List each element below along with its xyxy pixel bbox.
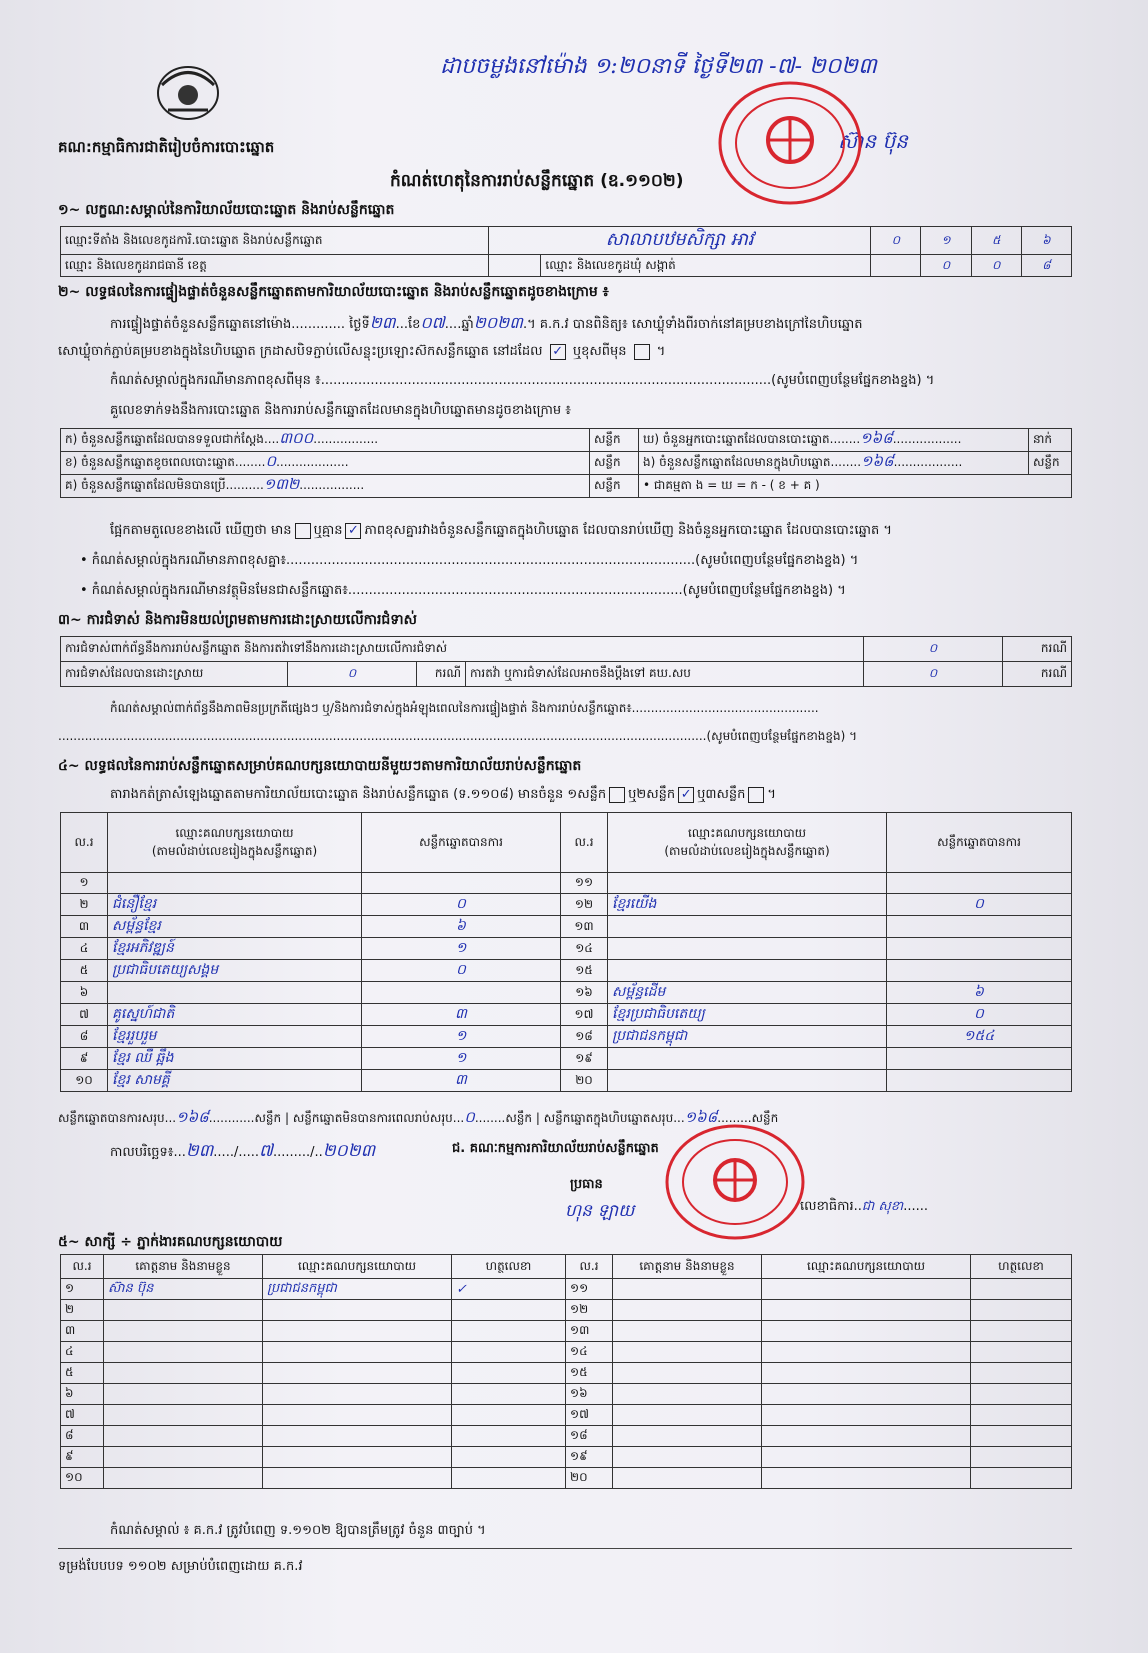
verification-day: ២៣ bbox=[369, 313, 396, 332]
results-col-no-2: ល.រ bbox=[561, 813, 608, 873]
verification-month: ០៧ bbox=[420, 313, 445, 332]
party-number: ១៧ bbox=[561, 1004, 608, 1026]
verification-line bbox=[110, 312, 862, 336]
witness-party bbox=[762, 1426, 971, 1447]
witness-name bbox=[104, 1300, 263, 1321]
tally-sheet-line bbox=[110, 786, 776, 805]
appeal-label: ការតវ៉ា ឬការជំទាស់ដែលអាចនឹងប្តឹងទៅ គឃ.សប bbox=[466, 662, 864, 687]
chair-name: ហុន ឡាយ bbox=[565, 1201, 635, 1221]
valid-total-unit: សន្លឹក bbox=[254, 1111, 282, 1125]
chair-label: ប្រធាន bbox=[570, 1177, 603, 1192]
witness-row bbox=[61, 1405, 1072, 1426]
party-votes: ០ bbox=[362, 894, 561, 916]
party-number: ១៣ bbox=[561, 916, 608, 938]
changed-checkbox[interactable] bbox=[634, 344, 650, 360]
witness-row bbox=[61, 1384, 1072, 1405]
invalid-total-value: ០ bbox=[464, 1108, 475, 1126]
inbox-label: ង) ចំនួនសន្លឹកឆ្នោតដែលមានក្នុងហិបឆ្នោត bbox=[643, 455, 831, 469]
witness-signature[interactable] bbox=[452, 1321, 566, 1342]
witness-signature[interactable] bbox=[452, 1426, 566, 1447]
inbox-unit: សន្លឹក bbox=[1029, 452, 1072, 475]
box-total-unit: សន្លឹក bbox=[751, 1111, 779, 1125]
results-col-party-2 bbox=[608, 813, 887, 873]
witness-col-party-2: ឈ្មោះគណបក្សនយោបាយ bbox=[762, 1255, 971, 1279]
witness-name bbox=[613, 1279, 762, 1300]
section1-heading: ១~ លក្ខណ:សម្គាល់នៃការិយាល័យបោះឆ្នោត និងរាប់សន្លឹកឆ្នោត bbox=[58, 202, 395, 218]
unused-value: ១៣២ bbox=[263, 475, 300, 493]
witness-name bbox=[104, 1447, 263, 1468]
party-votes bbox=[362, 873, 561, 894]
voters-label: ឃ) ចំនួនអ្នកបោះឆ្នោតដែលបានបោះឆ្នោត bbox=[643, 432, 830, 446]
party-name: ខ្មែរអភិវឌ្ឍន៍ bbox=[108, 938, 362, 960]
witness-party bbox=[263, 1363, 452, 1384]
witness-number: ៣ bbox=[61, 1321, 104, 1342]
verification-time-label: ការផ្ទៀងផ្ទាត់ចំនួនសន្លឹកឆ្នោតនៅម៉ោង............. ថ្ងៃទី bbox=[110, 317, 370, 332]
party-name: ខ្មែរប្រជាធិបតេយ្យ bbox=[608, 1004, 887, 1026]
party-number: ៧ bbox=[61, 1004, 108, 1026]
witness-name bbox=[104, 1468, 263, 1489]
voters-value: ១៦៨ bbox=[860, 429, 893, 447]
party-number: ៣ bbox=[61, 916, 108, 938]
witness-name bbox=[613, 1405, 762, 1426]
one-sheet-checkbox[interactable] bbox=[609, 787, 625, 803]
witness-name bbox=[104, 1342, 263, 1363]
party-votes: ៦ bbox=[887, 982, 1072, 1004]
party-votes: ១ bbox=[362, 1026, 561, 1048]
tally-end: ។ bbox=[767, 787, 776, 802]
witness-name: ស៊ាន ប៊ុន bbox=[104, 1279, 263, 1300]
committee-stamp-icon bbox=[660, 1122, 810, 1242]
witness-col-party: ឈ្មោះគណបក្សនយោបាយ bbox=[263, 1255, 452, 1279]
witness-party bbox=[263, 1468, 452, 1489]
witness-name bbox=[104, 1321, 263, 1342]
party-name: ប្រជាធិបតេយ្យសង្គម bbox=[108, 960, 362, 982]
results-col-party-sub-2: (តាមលំដាប់លេខរៀងក្នុងសន្លឹកឆ្នោត) bbox=[664, 843, 830, 858]
witness-signature[interactable] bbox=[971, 1342, 1072, 1363]
witness-party bbox=[762, 1447, 971, 1468]
party-number: ១៨ bbox=[561, 1026, 608, 1048]
witness-number: ១២ bbox=[566, 1300, 613, 1321]
footnote: កំណត់សម្គាល់ ៖ គ.ក.វ ត្រូវបំពេញ ទ.១១០២ ឱ្យបានត្រឹមត្រូវ ចំនួន ៣ច្បាប់ ។ bbox=[110, 1523, 486, 1538]
witness-number: ៥ bbox=[61, 1363, 104, 1384]
witness-row bbox=[61, 1363, 1072, 1384]
handwritten-copy-note: ដាបចម្លងនៅម៉ោង ១:២០នាទី ថ្ងៃទី២៣ -៧- ២០២៣ bbox=[440, 54, 877, 79]
witness-number: ១៧ bbox=[566, 1405, 613, 1426]
witness-party bbox=[762, 1300, 971, 1321]
party-name bbox=[608, 938, 887, 960]
nec-emblem-icon bbox=[148, 55, 228, 125]
results-row bbox=[61, 916, 1072, 938]
party-number: ៦ bbox=[61, 982, 108, 1004]
party-votes bbox=[887, 873, 1072, 894]
witness-signature[interactable] bbox=[452, 1300, 566, 1321]
witness-name bbox=[104, 1384, 263, 1405]
box-total-value: ១៦៨ bbox=[684, 1108, 718, 1126]
date-label: កាលបរិច្ឆេទ៖ bbox=[110, 1145, 174, 1160]
commune-code-3: ៨ bbox=[1021, 255, 1071, 277]
date-line: កាលបរិច្ឆេទ៖...២៣...../.....៧........./..២០២៣ bbox=[110, 1141, 376, 1161]
witness-number: ២០ bbox=[566, 1468, 613, 1489]
witness-signature[interactable] bbox=[971, 1447, 1072, 1468]
results-col-party-sub: (តាមលំដាប់លេខរៀងក្នុងសន្លឹកឆ្នោត) bbox=[151, 843, 318, 858]
party-name: សម្ព័ន្ធខ្មែរ bbox=[108, 916, 362, 938]
formula: • ជាគម្មតា ង = ឃ = ក - ( ខ + គ ) bbox=[639, 475, 1072, 498]
party-name bbox=[108, 982, 362, 1004]
received-value: ៣០០ bbox=[279, 429, 314, 447]
party-votes: ១ bbox=[362, 1048, 561, 1070]
party-votes: ៣ bbox=[362, 1004, 561, 1026]
results-row bbox=[61, 938, 1072, 960]
station-code-1: ០ bbox=[871, 227, 921, 255]
committee-label: ជ. គណៈកម្មការការិយាល័យរាប់សន្លឹកឆ្នោត bbox=[452, 1141, 659, 1156]
witness-party bbox=[263, 1447, 452, 1468]
party-votes bbox=[887, 938, 1072, 960]
resolved-unit: ករណី bbox=[417, 662, 466, 687]
party-name bbox=[608, 1070, 887, 1092]
complaints-table bbox=[60, 636, 1072, 687]
witness-number: ១ bbox=[61, 1279, 104, 1300]
totals-line: សន្លឹកឆ្នោតបានការសរុប...១៦៨............សន្លឹក | សន្លឹកឆ្នោតមិនបានការពេលរាប់សរុប...០........សន្លឹក | សន្លឹកឆ្នោតក្នុងហិបឆ្នោតសរុប...១៦៨.........សន្លឹក bbox=[58, 1108, 779, 1126]
results-col-votes-2: សន្លឹកឆ្នោតបានការ bbox=[887, 813, 1072, 873]
witness-number: ១៣ bbox=[566, 1321, 613, 1342]
witness-party bbox=[762, 1405, 971, 1426]
figures-intro: គួលេខទាក់ទងនឹងការបោះឆ្នោត និងការរាប់សន្លឹកឆ្នោតដែលមានក្នុងហិបឆ្នោតមានដូចខាងក្រោម ៖ bbox=[110, 403, 571, 418]
station-code-2: ១ bbox=[921, 227, 971, 255]
witness-name bbox=[104, 1405, 263, 1426]
witness-party bbox=[762, 1363, 971, 1384]
resolved-label: ការជំទាស់ដែលបានដោះស្រាយ bbox=[61, 662, 288, 687]
discrepancy-line bbox=[110, 522, 892, 541]
results-col-no: ល.រ bbox=[61, 813, 108, 873]
results-col-party-label: ឈ្មោះគណបក្សនយោបាយ bbox=[175, 825, 294, 840]
province-label: ឈ្មោះ និងលេខកូដរាជធានី ខេត្ត bbox=[61, 255, 489, 277]
party-number: ៥ bbox=[61, 960, 108, 982]
witness-number: ៤ bbox=[61, 1342, 104, 1363]
footer-divider bbox=[58, 1548, 1072, 1549]
witness-signature[interactable] bbox=[971, 1300, 1072, 1321]
party-number: ៩ bbox=[61, 1048, 108, 1070]
irregularity-note-2: ..........................................................................................................................................................................(សូមបំពេញបន្ថែមផ្នែកខាងខ្នង) ។ bbox=[58, 729, 858, 743]
section2-heading: ២~ លទ្ធផលនៃការផ្ទៀងផ្ទាត់ចំនួនសន្លឹកឆ្នោតតាមការិយាល័យបោះឆ្នោត និងរាប់សន្លឹកឆ្នោតដូចខាងក្រោម ៖ bbox=[58, 284, 609, 300]
results-col-votes: សន្លឹកឆ្នោតបានការ bbox=[362, 813, 561, 873]
changed-label: ឬខុសពីមុន bbox=[572, 344, 627, 359]
party-number: ១៦ bbox=[561, 982, 608, 1004]
witness-party bbox=[263, 1321, 452, 1342]
official-stamp-icon bbox=[715, 78, 865, 208]
witness-number: ១៦ bbox=[566, 1384, 613, 1405]
witness-party bbox=[762, 1384, 971, 1405]
witness-name bbox=[104, 1426, 263, 1447]
verification-text: .។ គ.ក.វ បានពិនិត្យ៖ សោឃ្លុំទាំងពីរចាក់នៅគម្របខាងក្រៅនៃហិបឆ្នោត bbox=[522, 317, 863, 332]
three-sheet-checkbox[interactable] bbox=[748, 787, 764, 803]
party-votes: ០ bbox=[362, 960, 561, 982]
party-name: ជំនឿខ្មែរ bbox=[108, 894, 362, 916]
witness-signature[interactable] bbox=[452, 1342, 566, 1363]
three-sheet-label: ឬ៣សន្លឹក bbox=[697, 787, 746, 802]
inbox-value: ១៦៨ bbox=[861, 452, 894, 470]
party-votes: ១ bbox=[362, 938, 561, 960]
invalid-total-unit: សន្លឹក bbox=[505, 1111, 533, 1125]
results-row bbox=[61, 960, 1072, 982]
party-name: សម្ព័ន្ធដើម bbox=[608, 982, 887, 1004]
date-day: ២៣ bbox=[185, 1141, 214, 1161]
witness-col-no: ល.រ bbox=[61, 1255, 104, 1279]
witness-name bbox=[613, 1342, 762, 1363]
party-votes: ៦ bbox=[362, 916, 561, 938]
spoiled-unit: សន្លឹក bbox=[590, 452, 639, 475]
party-number: ១១ bbox=[561, 873, 608, 894]
witness-row bbox=[61, 1300, 1072, 1321]
month-label: ...ខែ bbox=[395, 317, 421, 332]
party-votes bbox=[887, 916, 1072, 938]
witness-name bbox=[613, 1447, 762, 1468]
box-total-label: សន្លឹកឆ្នោតក្នុងហិបឆ្នោតសរុប bbox=[543, 1111, 674, 1125]
appeal-unit: ករណី bbox=[1003, 662, 1072, 687]
difference-remark: • កំណត់សម្គាល់ក្នុងករណីមានភាពខុសគ្នា៖...................................................................................................(សូមបំពេញបន្ថែមផ្នែកខាងខ្នង) ។ bbox=[80, 553, 859, 568]
witness-row bbox=[61, 1342, 1072, 1363]
witness-party bbox=[263, 1300, 452, 1321]
party-votes bbox=[887, 1070, 1072, 1092]
witness-signature[interactable] bbox=[971, 1363, 1072, 1384]
spoiled-value: ០ bbox=[265, 452, 277, 470]
party-name bbox=[608, 873, 887, 894]
witness-col-sign-2: ហត្ថលេខា bbox=[971, 1255, 1072, 1279]
witness-number: ១៤ bbox=[566, 1342, 613, 1363]
witness-number: ៦ bbox=[61, 1384, 104, 1405]
witness-name bbox=[613, 1300, 762, 1321]
witness-name bbox=[613, 1426, 762, 1447]
party-number: ១៩ bbox=[561, 1048, 608, 1070]
form-footer: ទម្រង់បែបបទ ១១០២ សម្រាប់បំពេញដោយ គ.ក.វ bbox=[58, 1559, 303, 1574]
witness-party bbox=[263, 1426, 452, 1447]
party-votes bbox=[887, 1048, 1072, 1070]
has-difference-checkbox[interactable] bbox=[295, 523, 311, 539]
party-name bbox=[608, 1048, 887, 1070]
difference-note: កំណត់សម្គាល់ក្នុងករណីមានភាពខុសពីមុន ៖.............................................................................................................(សូមបំពេញបន្ថែមផ្នែកខាងខ្នង) ។ bbox=[110, 373, 935, 388]
witness-row bbox=[61, 1468, 1072, 1489]
date-year: ២០២៣ bbox=[322, 1141, 376, 1161]
appeal-value: ០ bbox=[864, 662, 1003, 687]
witness-signature[interactable] bbox=[452, 1468, 566, 1489]
party-name bbox=[608, 916, 887, 938]
party-number: ១២ bbox=[561, 894, 608, 916]
station-name-value: សាលាបឋមសិក្សា អាវ bbox=[489, 227, 871, 255]
unused-unit: សន្លឹក bbox=[590, 475, 639, 498]
party-number: ១៥ bbox=[561, 960, 608, 982]
verification-year: ២០២៣ bbox=[473, 313, 523, 332]
witness-number: ១៩ bbox=[566, 1447, 613, 1468]
witness-name bbox=[613, 1321, 762, 1342]
party-number: ៨ bbox=[61, 1026, 108, 1048]
witness-name bbox=[613, 1384, 762, 1405]
party-votes: ៣ bbox=[362, 1070, 561, 1092]
witness-party bbox=[263, 1342, 452, 1363]
secretary-name: ជា សុខា bbox=[861, 1199, 904, 1214]
foreign-object-remark: • កំណត់សម្គាល់ក្នុងករណីមានវត្ថុមិនមែនជាសន្លឹកឆ្នោត៖.................................................................................(សូមបំពេញបន្ថែមផ្នែកខាងខ្នង) ។ bbox=[80, 583, 846, 598]
witness-signature[interactable] bbox=[971, 1426, 1072, 1447]
results-row bbox=[61, 1026, 1072, 1048]
party-number: ១៤ bbox=[561, 938, 608, 960]
witness-number: ១០ bbox=[61, 1468, 104, 1489]
witness-row bbox=[61, 1321, 1072, 1342]
station-code-4: ៦ bbox=[1021, 227, 1071, 255]
unchanged-checkbox[interactable]: ✓ bbox=[550, 344, 566, 360]
org-name: គណ:កម្មាធិការជាតិរៀបចំការបោះឆ្នោត bbox=[58, 138, 275, 156]
unused-label: គ) ចំនួនសន្លឹកឆ្នោតដែលមិនបានប្រើ bbox=[65, 478, 226, 492]
witness-number: ១១ bbox=[566, 1279, 613, 1300]
party-votes bbox=[887, 960, 1072, 982]
party-votes bbox=[362, 982, 561, 1004]
secretary-title: លេខាធិការ.. bbox=[800, 1199, 862, 1214]
discrepancy-text: ភាពខុសគ្នារវាងចំនួនសន្លឹកឆ្នោតក្នុងហិបឆ្នោត ដែលបានរាប់ឃើញ និងចំនួនអ្នកបោះឆ្នោត ដែលបានបោះឆ្នោត ។ bbox=[364, 523, 892, 538]
invalid-total-label: សន្លឹកឆ្នោតមិនបានការពេលរាប់សរុប bbox=[292, 1111, 453, 1125]
witness-number: ១៨ bbox=[566, 1426, 613, 1447]
witness-col-sign: ហត្ថលេខា bbox=[452, 1255, 566, 1279]
results-row bbox=[61, 894, 1072, 916]
results-row bbox=[61, 873, 1072, 894]
two-sheet-checkbox[interactable]: ✓ bbox=[678, 787, 694, 803]
witness-signature[interactable] bbox=[971, 1279, 1072, 1300]
two-sheet-label: ឬ២សន្លឹក bbox=[628, 787, 676, 802]
witness-row bbox=[61, 1426, 1072, 1447]
year-label: ....ឆ្នាំ bbox=[444, 317, 474, 332]
witness-signature[interactable] bbox=[452, 1447, 566, 1468]
seal-text: សោឃ្លុំចាក់ភ្ជាប់គម្របខាងក្នុងនៃហិបឆ្នោត ក្រដាសបិទភ្ជាប់លើសន្លុះប្រឡោះស៊កសន្លឹកឆ្នោត នៅដដែល bbox=[58, 344, 543, 359]
witness-signature[interactable] bbox=[452, 1384, 566, 1405]
section3-heading: ៣~ ការជំទាស់ និងការមិនយល់ព្រមតាមការដោះស្រាយលើការជំទាស់ bbox=[58, 612, 417, 628]
witness-party bbox=[762, 1279, 971, 1300]
witness-signature[interactable] bbox=[971, 1384, 1072, 1405]
witness-row bbox=[61, 1279, 1072, 1300]
party-name bbox=[108, 873, 362, 894]
date-month: ៧ bbox=[259, 1141, 273, 1161]
witness-signature[interactable]: ✓ bbox=[452, 1279, 566, 1300]
party-number: ៤ bbox=[61, 938, 108, 960]
party-name: ខ្មែរយើង bbox=[608, 894, 887, 916]
form-title: កំណត់ហេតុនៃការរាប់សន្លឹកឆ្នោត (ឧ.១១០២) bbox=[390, 171, 684, 191]
commune-label: ឈ្មោះ និងលេខកូដឃុំ សង្កាត់ bbox=[541, 255, 871, 277]
witness-signature[interactable] bbox=[971, 1321, 1072, 1342]
witness-col-name: គោត្តនាម និងនាមខ្លួន bbox=[104, 1255, 263, 1279]
witness-party bbox=[762, 1342, 971, 1363]
witness-col-no-2: ល.រ bbox=[566, 1255, 613, 1279]
resolved-value: ០ bbox=[288, 662, 417, 687]
results-table bbox=[60, 812, 1072, 1092]
witness-party: ប្រជាជនកម្ពុជា bbox=[263, 1279, 452, 1300]
witness-number: ១៥ bbox=[566, 1363, 613, 1384]
results-row bbox=[61, 1048, 1072, 1070]
results-col-party bbox=[108, 813, 362, 873]
received-label: ក) ចំនួនសន្លឹកឆ្នោតដែលបានទទួលជាក់ស្តែង bbox=[65, 432, 264, 446]
witness-number: ២ bbox=[61, 1300, 104, 1321]
results-row bbox=[61, 1070, 1072, 1092]
station-info-table bbox=[60, 226, 1072, 277]
seal-line: សោឃ្លុំចាក់ភ្ជាប់គម្របខាងក្នុងនៃហិបឆ្នោត ក្រដាសបិទភ្ជាប់លើសន្លុះប្រឡោះស៊កសន្លឹកឆ្នោត នៅដដែល ✓ ឬខុសពីមុន ។ bbox=[58, 343, 666, 359]
party-name: គូស្នេហ៍ជាតិ bbox=[108, 1004, 362, 1026]
party-name: ប្រជាជនកម្ពុជា bbox=[608, 1026, 887, 1048]
party-name: ខ្មែរ ឈឺ ឆ្អឹង bbox=[108, 1048, 362, 1070]
received-unit: សន្លឹក bbox=[590, 429, 639, 452]
witness-signature[interactable] bbox=[452, 1363, 566, 1384]
results-col-party-label-2: ឈ្មោះគណបក្សនយោបាយ bbox=[687, 825, 807, 840]
irregularity-note: កំណត់សម្គាល់ពាក់ព័ន្ធនឹងភាពមិនប្រក្រតីផ្សេងៗ ឬ/និងការជំទាស់ក្នុងអំឡុងពេលនៃការផ្ទៀងផ្ទាត់ និងការរាប់សន្លឹកឆ្នោត៖................................................. bbox=[110, 701, 819, 715]
voters-unit: នាក់ bbox=[1029, 429, 1072, 452]
complaints-unit: ករណី bbox=[1003, 637, 1072, 662]
station-code-3: ៥ bbox=[971, 227, 1021, 255]
party-number: ២០ bbox=[561, 1070, 608, 1092]
witness-signature[interactable] bbox=[452, 1405, 566, 1426]
commune-code-1: ០ bbox=[921, 255, 971, 277]
witness-name bbox=[613, 1468, 762, 1489]
station-name-label: ឈ្មោះទីតាំង និងលេខកូដការិ.បោះឆ្នោត និងរាប់សន្លឹកឆ្នោត bbox=[61, 227, 489, 255]
results-row bbox=[61, 1004, 1072, 1026]
party-number: ១០ bbox=[61, 1070, 108, 1092]
results-row bbox=[61, 982, 1072, 1004]
witness-col-name-2: គោត្តនាម និងនាមខ្លួន bbox=[613, 1255, 762, 1279]
party-name: ខ្មែរ សាមគ្គី bbox=[108, 1070, 362, 1092]
party-votes: ១៥៤ bbox=[887, 1026, 1072, 1048]
witness-row bbox=[61, 1447, 1072, 1468]
valid-total-value: ១៦៨ bbox=[176, 1108, 209, 1126]
witness-number: ៨ bbox=[61, 1426, 104, 1447]
witness-table bbox=[60, 1254, 1072, 1489]
tally-intro: តារាងកត់ត្រាសំឡេងឆ្នោតតាមការិយាល័យបោះឆ្នោត និងរាប់សន្លឹកឆ្នោត (ទ.១១០៨) មានចំនួន ១សន្លឹក bbox=[110, 787, 607, 802]
party-number: ២ bbox=[61, 894, 108, 916]
section5-heading: ៥~ សាក្សី ÷ ភ្នាក់ងារគណបក្សនយោបាយ bbox=[58, 1234, 283, 1250]
none-label: ឬគ្មាន bbox=[313, 523, 343, 538]
witness-name bbox=[613, 1363, 762, 1384]
section4-heading: ៤~ លទ្ធផលនៃការរាប់សន្លឹកឆ្នោតសម្រាប់គណបក្សនយោបាយនីមួយៗតាមការិយាល័យរាប់សន្លឹកឆ្នោត bbox=[58, 758, 582, 774]
witness-signature[interactable] bbox=[971, 1405, 1072, 1426]
party-votes: ០ bbox=[887, 1004, 1072, 1026]
spoiled-label: ខ) ចំនួនសន្លឹកឆ្នោតខូចពេលបោះឆ្នោត bbox=[65, 455, 235, 469]
witness-party bbox=[263, 1384, 452, 1405]
valid-total-label: សន្លឹកឆ្នោតបានការសរុប bbox=[58, 1111, 165, 1125]
no-difference-checkbox[interactable]: ✓ bbox=[345, 523, 361, 539]
witness-name bbox=[104, 1363, 263, 1384]
witness-party bbox=[762, 1321, 971, 1342]
witness-party bbox=[762, 1468, 971, 1489]
witness-number: ៩ bbox=[61, 1447, 104, 1468]
witness-number: ៧ bbox=[61, 1405, 104, 1426]
secretary-label: លេខាធិការ..ជា សុខា...... bbox=[800, 1199, 928, 1214]
witness-signature[interactable] bbox=[971, 1468, 1072, 1489]
commune-code-2: ០ bbox=[971, 255, 1021, 277]
complaints-value: ០ bbox=[864, 637, 1003, 662]
complaints-label: ការជំទាស់ពាក់ព័ន្ធនឹងការរាប់សន្លឹកឆ្នោត និងការតវ៉ាទៅនឹងការដោះស្រាយលើការជំទាស់ bbox=[61, 637, 864, 662]
party-name: ខ្មែររួបរួម bbox=[108, 1026, 362, 1048]
party-name bbox=[608, 960, 887, 982]
witness-party bbox=[263, 1405, 452, 1426]
handwritten-signature: ស៊ាន ប៊ុន bbox=[838, 129, 908, 153]
ballot-figures-table: ក) ចំនួនសន្លឹកឆ្នោតដែលបានទទួលជាក់ស្តែង....៣០០................. សន្លឹក ឃ) ចំនួនអ្នកបោះឆ្នោតដែលបានបោះឆ្នោត........១៦៨.................. នាក់ ខ) ចំនួនសន្លឹកឆ្នោតខូចពេលបោះឆ្នោត........០................... សន្លឹក ង) ចំនួនសន្លឹកឆ្នោតដែលមានក្នុងហិបឆ្នោត........១៦៨.................. សន្លឹក គ) ចំនួនសន្លឹកឆ្នោតដែលមិនបានប្រើ..........១៣២................. សន្លឹក • ជាគម្មតា ង = ឃ = ក - ( ខ + គ ) bbox=[60, 428, 1072, 498]
party-votes: ០ bbox=[887, 894, 1072, 916]
has-label: ផ្អែកតាមតួលេខខាងលើ ឃើញថា មាន bbox=[110, 523, 292, 538]
party-number: ១ bbox=[61, 873, 108, 894]
